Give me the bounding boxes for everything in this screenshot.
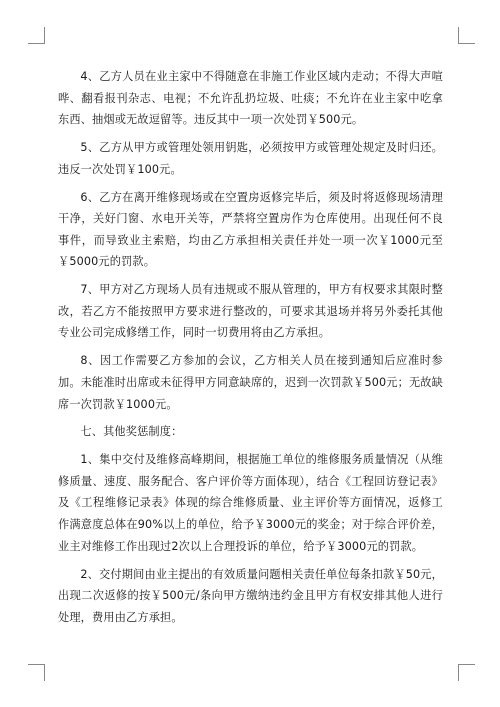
- crop-mark-bottom-left: [28, 664, 45, 681]
- document-body: [58, 66, 443, 635]
- section-heading-other-rewards: 七、其他奖惩制度：: [80, 425, 183, 439]
- crop-mark-bottom-right: [458, 664, 475, 681]
- paragraph-reward-1: 1、集中交付及维修高峰期间，根据施工单位的维修服务质量情况（从维修质量、速度、服务配合、客户评价等方面体现），结合《工程回访登记表》及《工程维修记录表》体现的综合维修质量、业主评价等方面情况，返修工作满意度总体在90%以上的单位，给予￥3000元的奖金；对于综合评价差，业主对维修工作出现过2次以上合理投诉的单位，给予￥3000元的罚款。: [58, 453, 443, 553]
- paragraph-reward-2: 2、交付期间由业主提出的有效质量问题相关责任单位每条扣款￥50元，出现二次返修的按￥500元/条向甲方缴纳违约金且甲方有权安排其他人进行处理，费用由乙方承担。: [58, 567, 443, 624]
- crop-mark-top-left: [28, 27, 45, 44]
- paragraph-item-5: 5、乙方从甲方或管理处领用钥匙，必须按甲方或管理处规定及时归还。违反一次处罚￥100元。: [58, 141, 443, 176]
- paragraph-item-6: 6、乙方在离开维修现场或在空置房返修完毕后，须及时将返修现场清理干净，关好门窗、水电开关等，严禁将空置房作为仓库使用。出现任何不良事件，而导致业主索赔，均由乙方承担相关责任并处一项一次￥1000元至￥5000元的罚款。: [58, 190, 443, 269]
- paragraph-item-7: 7、甲方对乙方现场人员有违规或不服从管理的，甲方有权要求其限时整改，若乙方不能按照甲方要求进行整改的，可要求其退场并将另外委托其他专业公司完成修缮工作，同时一切费用将由乙方承担。: [58, 283, 443, 340]
- paragraph-item-4: 4、乙方人员在业主家中不得随意在非施工作业区域内走动；不得大声喧哗、翻看报刊杂志、电视；不允许乱扔垃圾、吐痰；不允许在业主家中吃拿东西、抽烟或无故逗留等。违反其中一项一次处罚￥500元。: [58, 70, 443, 127]
- crop-mark-top-right: [458, 27, 475, 44]
- paragraph-item-8: 8、因工作需要乙方参加的会议，乙方相关人员在接到通知后应准时参加。未能准时出席或未征得甲方同意缺席的，迟到一次罚款￥500元；无故缺席一次罚款￥1000元。: [58, 354, 443, 411]
